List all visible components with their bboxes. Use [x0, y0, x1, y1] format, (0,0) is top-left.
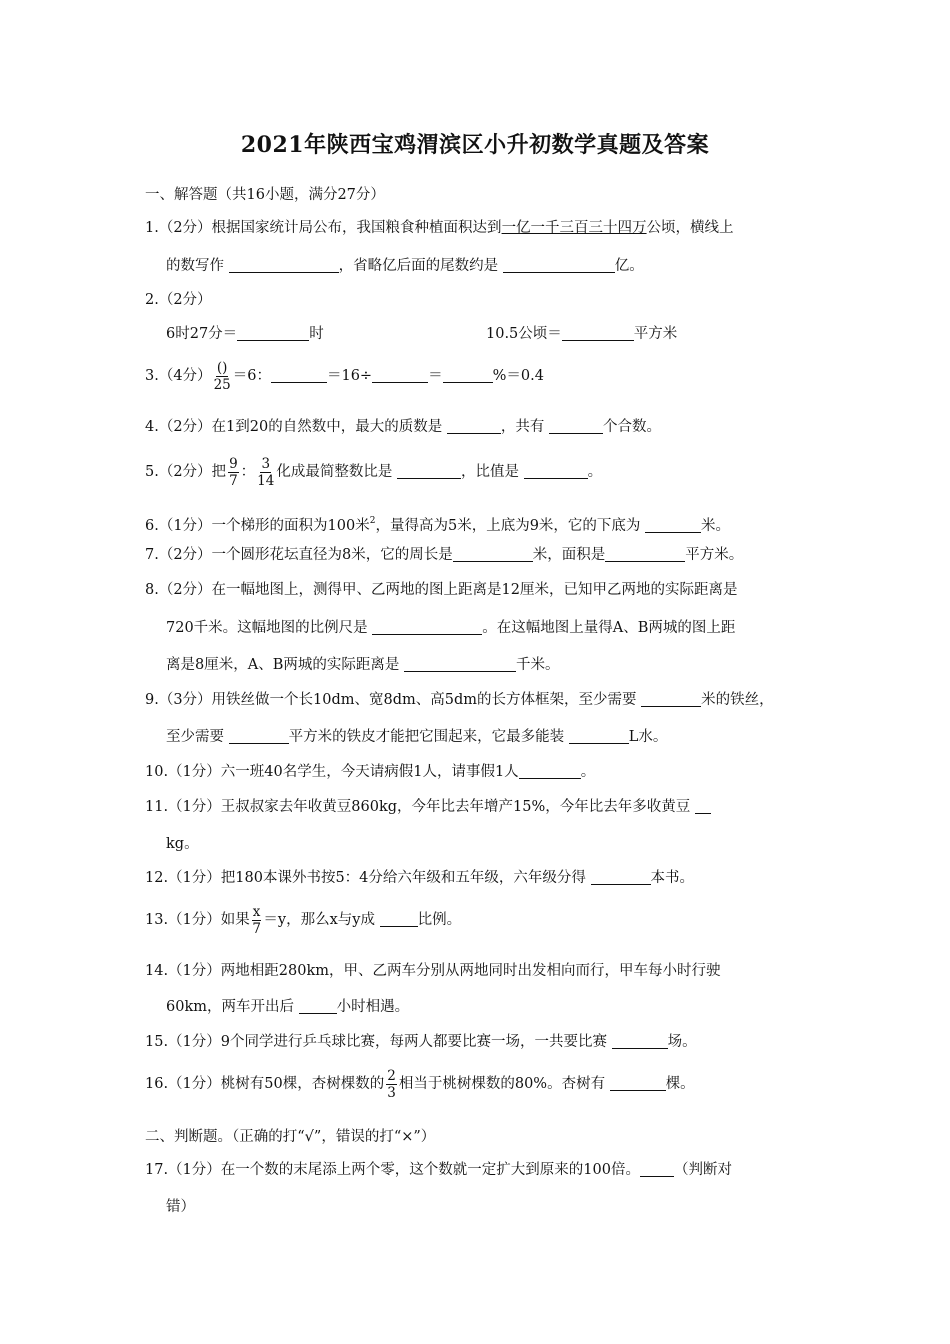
fraction: $\frac{x}{7}$ [252, 903, 261, 937]
answer-blank[interactable] [549, 417, 603, 434]
answer-blank[interactable] [562, 324, 634, 341]
answer-blank[interactable] [695, 797, 711, 814]
answer-blank[interactable] [229, 256, 339, 273]
answer-blank[interactable] [229, 727, 289, 744]
answer-blank[interactable] [645, 516, 701, 533]
question-16: 16.（1分）桃树有50棵，杏树棵数的 $\frac{2}{3}$ 相当于桃树棵数的80%。杏树有 棵。 [145, 1067, 695, 1101]
answer-blank[interactable] [612, 1032, 668, 1049]
fraction: $\frac{3}{14}$ [257, 455, 275, 489]
question-11-line-1: 11.（1分）王叔叔家去年收黄豆860kg，今年比去年增产15%，今年比去年多收黄豆 [145, 797, 711, 817]
section-heading-2: 二、判断题。（正确的打“√”，错误的打“×”） [145, 1129, 436, 1145]
answer-blank[interactable] [640, 1160, 674, 1177]
question-2-part-a: 6时27分＝ 时 [166, 326, 324, 342]
fraction: $\frac{2}{3}$ [387, 1067, 396, 1101]
question-8-line-3: 离是8厘米，A、B两城的实际距离是 千米。 [166, 657, 560, 673]
question-13: 13.（1分）如果 $\frac{x}{7}$ ＝y，那么x与y成 比例。 [145, 903, 462, 937]
question-14-line-1: 14.（1分）两地相距280km，甲、乙两车分别从两地同时出发相向而行，甲车每小时行驶 [145, 963, 721, 979]
question-9-line-2: 至少需要 平方米的铁皮才能把它围起来，它最多能装 L水。 [166, 729, 668, 745]
question-8-line-2: 720千米。这幅地图的比例尺是 。在这幅地图上量得A、B两城的图上距 [166, 620, 736, 636]
answer-blank[interactable] [503, 256, 615, 273]
question-7: 7.（2分）一个圆形花坛直径为8米，它的周长是 米，面积是 平方米。 [145, 547, 744, 563]
fraction: $\frac{()}{25}$ [213, 359, 231, 393]
question-3: 3.（4分） $\frac{()}{25}$ ＝6： ＝16÷ ＝ %＝0.4 [145, 359, 544, 393]
answer-blank[interactable] [447, 417, 501, 434]
question-8-line-1: 8.（2分）在一幅地图上，测得甲、乙两地的图上距离是12厘米，已知甲乙两地的实际距离是 [145, 582, 738, 598]
question-1-line-2: 的数写作 ，省略亿后面的尾数约是 亿。 [166, 258, 644, 274]
question-5: 5.（2分）把 $\frac{9}{7}$ ： $\frac{3}{14}$ 化成最简整数比是 ，比值是 。 [145, 455, 603, 489]
answer-blank[interactable] [641, 690, 701, 707]
question-1-line-1: 1.（2分）根据国家统计局公布，我国粮食种植面积达到一亿一千三百三十四万公顷，横线上 [145, 220, 734, 236]
answer-blank[interactable] [569, 727, 629, 744]
answer-blank[interactable] [524, 462, 588, 479]
question-11-line-2: kg。 [166, 836, 199, 852]
section-heading-1: 一、解答题（共16小题，满分27分） [145, 187, 385, 203]
answer-blank[interactable] [605, 545, 685, 562]
answer-blank[interactable] [299, 997, 337, 1014]
answer-blank[interactable] [380, 910, 418, 927]
answer-blank[interactable] [397, 462, 461, 479]
answer-blank[interactable] [519, 762, 581, 779]
question-6: 6.（1分）一个梯形的面积为100米$^2$，量得高为5米，上底为9米，它的下底为 米。 [145, 516, 731, 534]
page-title: 2021年陕西宝鸡渭滨区小升初数学真题及答案 [240, 132, 710, 158]
answer-blank[interactable] [237, 324, 309, 341]
question-17-line-2: 错） [166, 1199, 195, 1215]
answer-blank[interactable] [591, 868, 651, 885]
answer-blank[interactable] [372, 618, 482, 635]
question-2-part-b: 10.5公顷＝ 平方米 [486, 326, 678, 342]
question-2-head: 2.（2分） [145, 292, 212, 308]
answer-blank[interactable] [404, 655, 516, 672]
answer-blank[interactable] [610, 1074, 666, 1091]
answer-blank[interactable] [271, 366, 327, 383]
question-4: 4.（2分）在1到20的自然数中，最大的质数是 ，共有 个合数。 [145, 419, 661, 435]
question-17-line-1: 17.（1分）在一个数的末尾添上两个零，这个数就一定扩大到原来的100倍。 （判断对 [145, 1162, 732, 1178]
fraction: $\frac{9}{7}$ [229, 455, 238, 489]
answer-blank[interactable] [372, 366, 428, 383]
underlined-number-words: 一亿一千三百三十四万 [501, 220, 647, 236]
answer-blank[interactable] [443, 366, 493, 383]
question-9-line-1: 9.（3分）用铁丝做一个长10dm、宽8dm、高5dm的长方体框架，至少需要 米的铁丝， [145, 692, 774, 708]
question-12: 12.（1分）把180本课外书按5：4分给六年级和五年级，六年级分得 本书。 [145, 870, 695, 886]
question-15: 15.（1分）9个同学进行乒乓球比赛，每两人都要比赛一场，一共要比赛 场。 [145, 1034, 697, 1050]
question-14-line-2: 60km，两车开出后 小时相遇。 [166, 999, 410, 1015]
question-10: 10.（1分）六一班40名学生，今天请病假1人，请事假1人 。 [145, 764, 596, 780]
answer-blank[interactable] [453, 545, 533, 562]
